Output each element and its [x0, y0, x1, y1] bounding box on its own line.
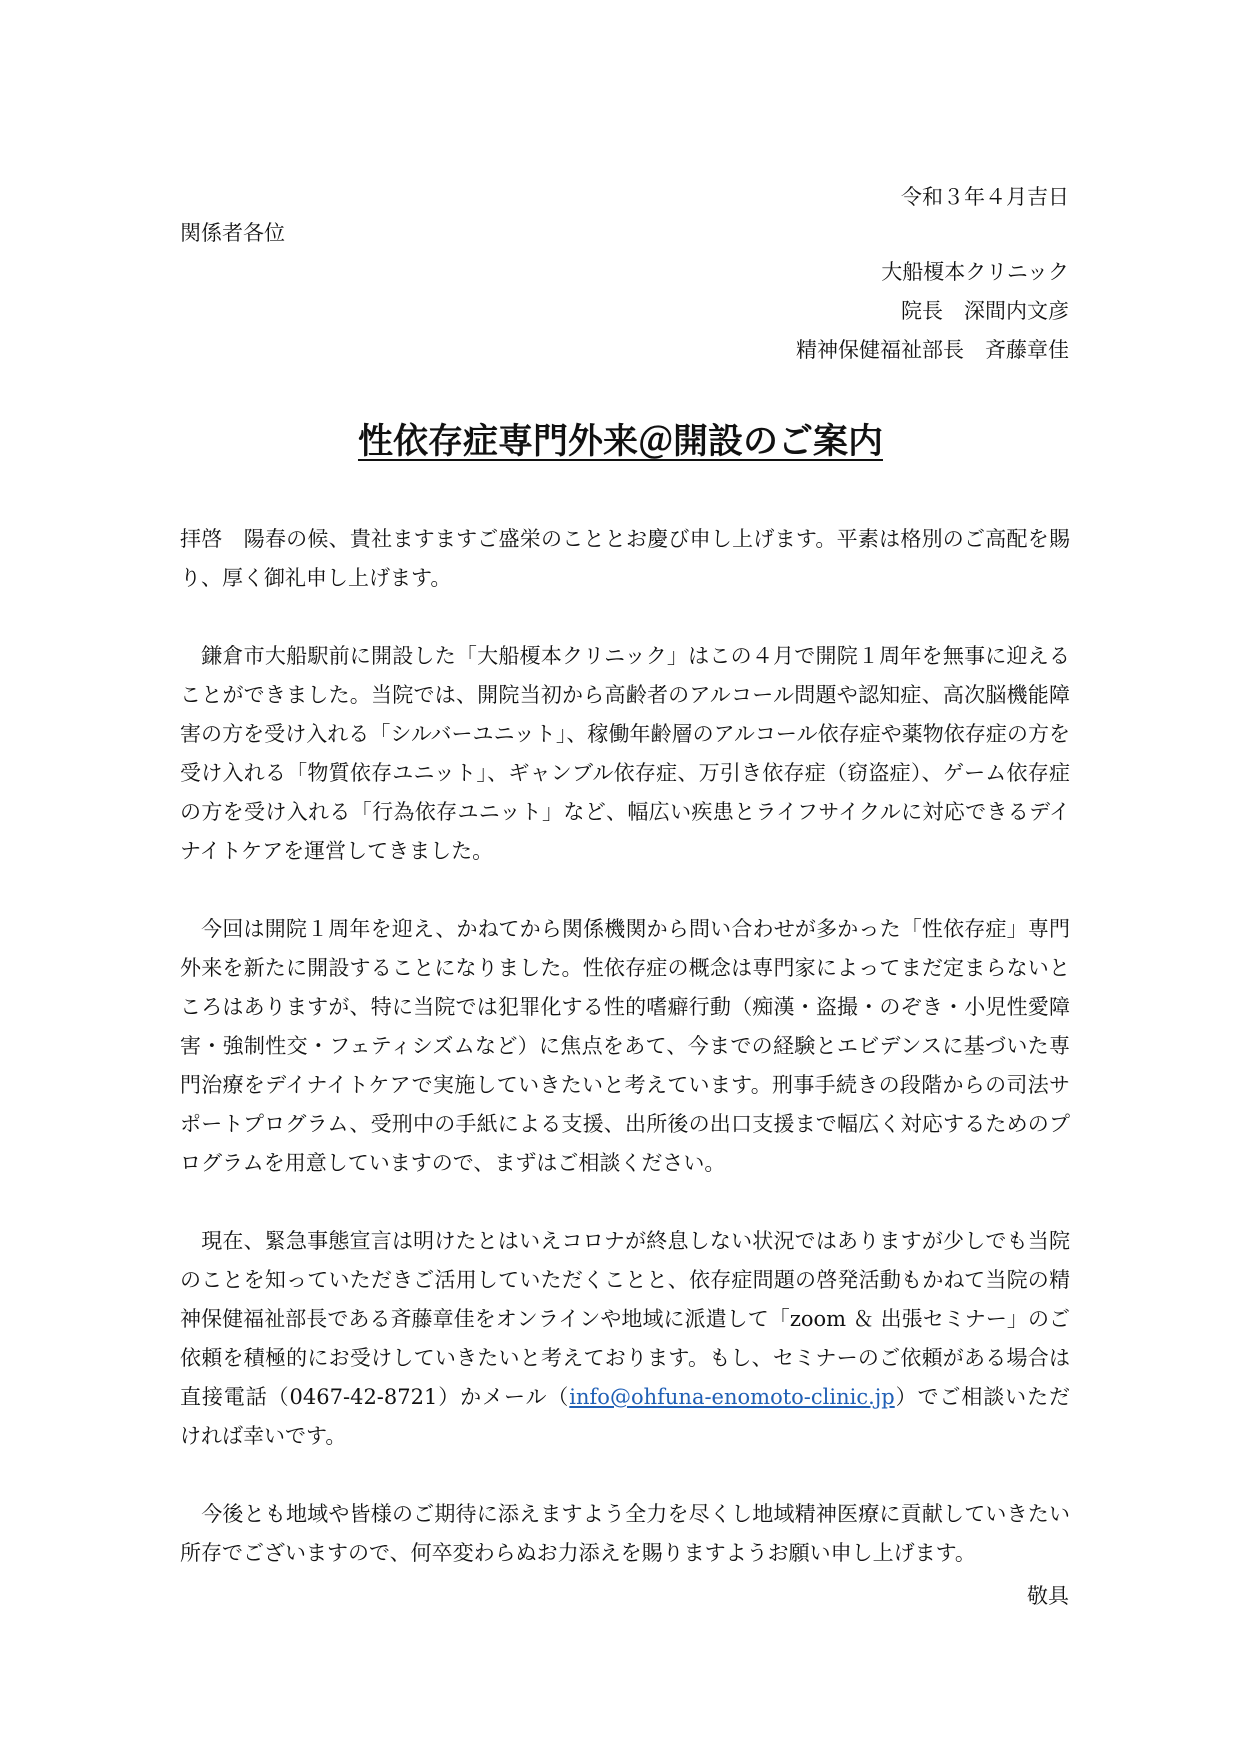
greeting-paragraph: 拝啓 陽春の候、貴社ますますご盛栄のこととお慶び申し上げます。平素は格別のご高配を賜り、厚く御礼申し上げます。 [180, 527, 1070, 590]
outpatient-paragraph: 今回は開院１周年を迎え、かねてから関係機関から問い合わせが多かった「性依存症」専門外来を新たに開設することになりました。性依存症の概念は専門家によってまだ定まらないところはありますが、特に当院では犯罪化する性的嗜癖行動（痴漢・盗撮・のぞき・小児性愛障害・強制性交・フェティシズムなど）に焦点をあて、今までの経験とエビデンスに基づいた専門治療をデイナイトケアで実施していきたいと考えています。刑事手続きの段階からの司法サポートプログラム、受刑中の手紙による支援、出所後の出口支援まで幅広く対応するためのプログラムを用意していますので、まずはご相談ください。 [180, 917, 1070, 1175]
document-title [0, 418, 1241, 466]
closing-word: 敬具 [1027, 1584, 1069, 1608]
letter-date: 令和３年４月吉日 [901, 185, 1069, 209]
clinic-intro-paragraph: 鎌倉市大船駅前に開設した「大船榎本クリニック」はこの４月で開院１周年を無事に迎えることができました。当院では、開院当初から高齢者のアルコール問題や認知症、高次脳機能障害の方を受け入れる「シルバーユニット」、稼働年齢層のアルコール依存症や薬物依存症の方を受け入れる「物質依存ユニット」、ギャンブル依存症、万引き依存症（窃盗症）、ゲーム依存症の方を受け入れる「行為依存ユニット」など、幅広い疾患とライフサイクルに対応できるデイナイトケアを運営してきました。 [180, 644, 1070, 863]
email-link[interactable]: info@ohfuna-enomoto-clinic.jp [569, 1385, 895, 1409]
title-text: 性依存症専門外来＠開設のご案内 [357, 421, 883, 462]
sender-director: 院長 深間内文彦 [901, 299, 1069, 323]
sender-clinic: 大船榎本クリニック [881, 260, 1069, 284]
letter-body [180, 520, 1070, 1612]
closing-paragraph: 今後とも地域や皆様のご期待に添えますよう全力を尽くし地域精神医療に貢献していきたい所存でございますので、何卒変わらぬお力添えを賜りますようお願い申し上げます。 [180, 1502, 1070, 1565]
sender-department-head: 精神保健福祉部長 斉藤章佳 [796, 338, 1069, 362]
seminar-text: 現在、緊急事態宣言は明けたとはいえコロナが終息しない状況ではありますが少しでも当院のことを知っていただきご活用していただくことと、依存症問題の啓発活動もかねて当院の精神保健福祉部長である斉藤章佳をオンラインや地域に派遣して「zoom ＆ 出張セミナー」のご依頼を積極的にお受けしていきたいと考えております。もし、セミナーのご依頼がある場合は直接電話（0467-42-8721）かメール（ [180, 1229, 1070, 1409]
seminar-text-end: ）でご相談いただければ幸いです。 [180, 1385, 1070, 1448]
addressee: 関係者各位 [180, 221, 285, 245]
seminar-paragraph [180, 1222, 1070, 1456]
